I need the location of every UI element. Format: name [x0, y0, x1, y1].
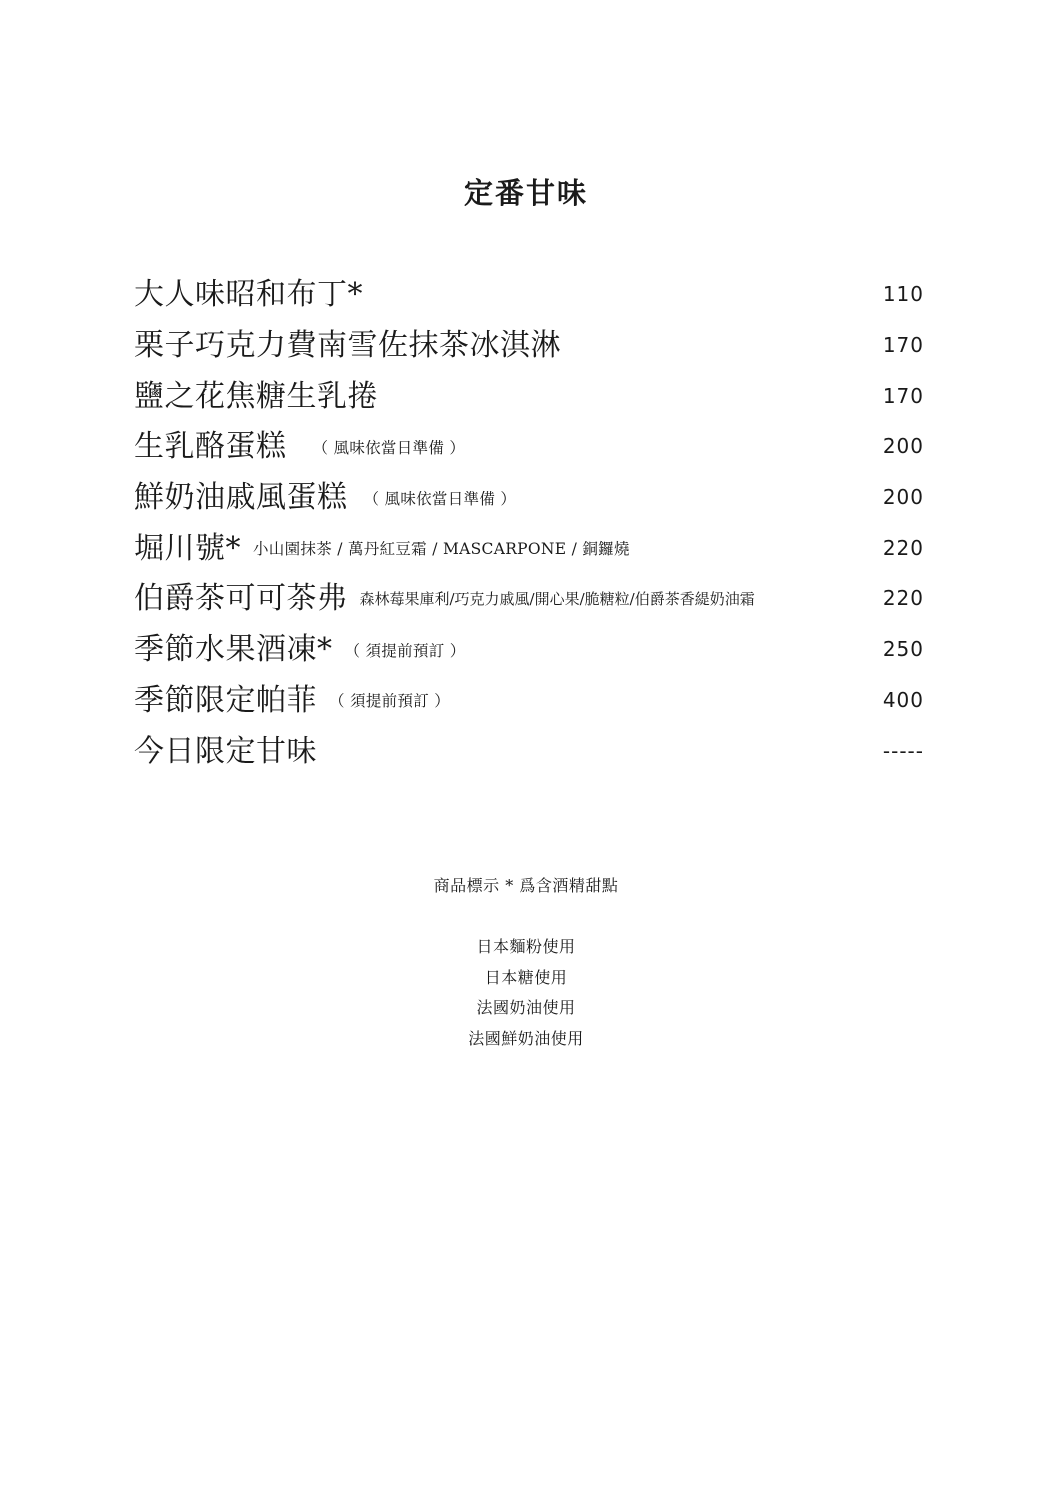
- ingredient-line: 法國鮮奶油使用: [468, 1028, 584, 1048]
- menu-item-name: 堀川號*: [134, 530, 241, 566]
- menu-item: [134, 722, 924, 773]
- menu-item-price: 110: [882, 282, 924, 307]
- ingredient-line: 日本糖使用: [484, 967, 568, 987]
- menu-item-name: 伯爵茶可可茶弗: [134, 581, 348, 617]
- menu-item: [134, 266, 924, 317]
- footer: [0, 872, 1052, 1054]
- menu-item-price: 220: [882, 535, 924, 560]
- menu-item-price: 170: [882, 333, 924, 358]
- menu-item-price: -----: [882, 738, 924, 763]
- menu-item-note: （ 風味依當日準備 ）: [312, 438, 466, 457]
- menu-item-name: 栗子巧克力費南雪佐抹茶冰淇淋: [134, 328, 561, 364]
- menu-item-note: （ 須提前預訂 ）: [329, 692, 451, 711]
- menu-item-name: 季節限定帕菲: [134, 682, 317, 718]
- alcohol-note: 商品標示 * 爲含酒精甜點: [433, 876, 619, 895]
- menu-item-note: （ 須提前預訂 ）: [344, 641, 466, 660]
- menu-item: [134, 570, 924, 621]
- menu-item-name: 鮮奶油戚風蛋糕: [134, 480, 348, 516]
- menu-item-name: 鹽之花焦糖生乳捲: [134, 378, 378, 414]
- ingredient-line: 法國奶油使用: [476, 998, 576, 1017]
- menu-item-price: 170: [882, 383, 924, 408]
- ingredient-list: [0, 932, 1052, 1054]
- menu-item: [134, 469, 924, 520]
- menu-item-name: 今日限定甘味: [134, 733, 317, 769]
- menu-item-price: 250: [882, 637, 924, 662]
- menu-item-name: 大人味昭和布丁*: [134, 277, 363, 313]
- menu-item-name: 生乳酪蛋糕: [134, 429, 287, 465]
- menu-item-price: 200: [882, 434, 924, 459]
- menu-item: [134, 317, 924, 368]
- menu-item-price: 200: [882, 485, 924, 510]
- menu-item: [134, 621, 924, 672]
- menu-item: [134, 519, 924, 570]
- menu-item-name: 季節水果酒凍*: [134, 632, 333, 668]
- menu-item-price: 220: [882, 586, 924, 611]
- menu-item-note: 小山園抹茶 / 萬丹紅豆霜 / MASCARPONE / 銅鑼燒: [253, 540, 630, 559]
- menu-item-note: 森林莓果庫利/巧克力戚風/開心果/脆糖粒/伯爵茶香緹奶油霜: [359, 590, 755, 609]
- menu-item: [134, 367, 924, 418]
- menu-item-price: 400: [882, 687, 924, 712]
- page-title: 定番甘味: [463, 176, 588, 210]
- menu-item-note: （ 風味依當日準備 ）: [363, 489, 517, 508]
- ingredient-line: 日本麵粉使用: [476, 937, 576, 956]
- menu-list: [134, 266, 924, 773]
- menu-item: [134, 418, 924, 469]
- menu-item: [134, 672, 924, 723]
